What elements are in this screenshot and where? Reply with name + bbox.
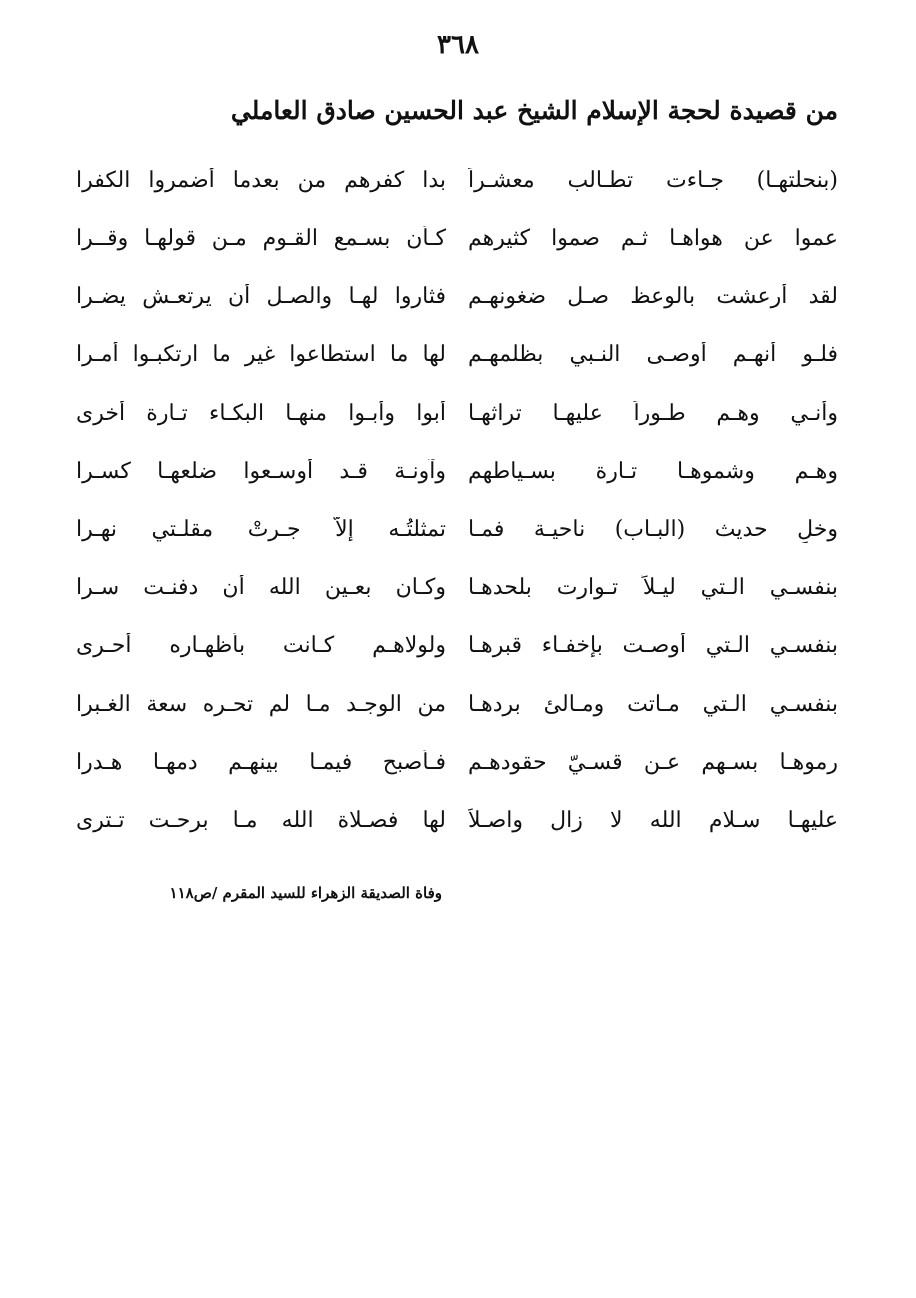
verse-second-hemistich: فثاروا لهـا والصـل أن يرتعـش يضـرا bbox=[76, 284, 446, 310]
verse-line bbox=[76, 501, 838, 559]
verse-second-hemistich: لها فصـلاة الله مـا برحـت تـترى bbox=[76, 807, 446, 833]
verse-first-hemistich: وهـم وشموهـا تـارة بسـياطهم bbox=[468, 458, 838, 484]
verse-second-hemistich: تمثلتُـه إلاّ جـرتْ مقلـتي نهـرا bbox=[76, 517, 446, 543]
poem-title: من قصيدة لحجة الإسلام الشيخ عبد الحسين صادق العاملي bbox=[230, 96, 838, 125]
verse-first-hemistich: بنفسـي الـتي ليـلاً تـوارت بلحدهـا bbox=[468, 575, 838, 601]
verse-second-hemistich: من الوجـد مـا لم تحـره سعة الغـبرا bbox=[76, 691, 446, 717]
verse-second-hemistich: وآونـة قـد أوسـعوا ضلعهـا كسـرا bbox=[76, 458, 446, 484]
verse-first-hemistich: رموهـا بسـهم عـن قسـيّ حقودهـم bbox=[468, 749, 838, 775]
verse-first-hemistich: عليهـا سـلام الله لا زال واصـلاً bbox=[468, 807, 838, 833]
verse-first-hemistich: بنفسـي الـتي مـاتت ومـالئ بردهـا bbox=[468, 691, 838, 717]
verse-first-hemistich: (بنحلتهـا) جـاءت تطـالب معشـراً bbox=[468, 167, 838, 193]
verse-second-hemistich: فـأصبح فيمـا بينهـم دمهـا هـدرا bbox=[76, 749, 446, 775]
verse-second-hemistich: وكـان بعـين الله أن دفنـت سـرا bbox=[76, 575, 446, 601]
verse-first-hemistich: لقد أرعشت بالوعظ صـل ضغونهـم bbox=[468, 284, 838, 310]
poem-verses bbox=[76, 152, 838, 850]
verse-second-hemistich: بدا كفرهم من بعدما أضمروا الكفرا bbox=[76, 167, 446, 193]
verse-line bbox=[76, 676, 838, 734]
verse-first-hemistich: عموا عن هواهـا ثـم صموا كثيرهم bbox=[468, 226, 838, 252]
verse-line bbox=[76, 210, 838, 268]
verse-second-hemistich: أبوا وأبـوا منهـا البكـاء تـارة أخرى bbox=[76, 400, 446, 426]
verse-first-hemistich: وأنـي وهـم طـوراً عليهـا تراثهـا bbox=[468, 400, 838, 426]
verse-line bbox=[76, 792, 838, 850]
verse-first-hemistich: وخلِ حديث (البـاب) ناحيـة فمـا bbox=[468, 517, 838, 543]
verse-second-hemistich: لها ما استطاعوا غير ما ارتكبـوا أمـرا bbox=[76, 342, 446, 368]
verse-second-hemistich: كـأن بسـمع القـوم مـن قولهـا وقــرا bbox=[76, 226, 446, 252]
verse-first-hemistich: فلـو أنهـم أوصـى النـبي بظلمهـم bbox=[468, 342, 838, 368]
verse-line bbox=[76, 268, 838, 326]
verse-line bbox=[76, 152, 838, 210]
verse-line bbox=[76, 385, 838, 443]
page-number: ٣٦٨ bbox=[437, 30, 479, 60]
verse-second-hemistich: ولولاهـم كـانت بأظهـاره أحـرى bbox=[76, 633, 446, 659]
verse-line bbox=[76, 734, 838, 792]
verse-line bbox=[76, 327, 838, 385]
verse-line bbox=[76, 443, 838, 501]
verse-line bbox=[76, 618, 838, 676]
verse-line bbox=[76, 559, 838, 617]
verse-first-hemistich: بنفسـي الـتي أوصـت بإخفـاء قبرهـا bbox=[468, 633, 838, 659]
source-citation: وفاة الصديقة الزهراء للسيد المقرم /ص١١٨ bbox=[169, 884, 442, 902]
